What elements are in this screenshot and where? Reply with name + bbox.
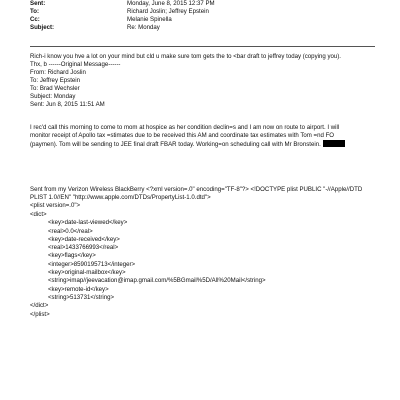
header-sent-row [30,0,390,8]
header-label: Subject: [30,24,55,31]
intro-block [30,53,375,109]
email-header [30,0,390,32]
intro-line: To: Brad Wechsler [30,85,80,92]
header-value: Monday, June 8, 2015 12:37 PM [127,0,215,7]
message-line-last [30,140,380,149]
header-label: To: [30,8,40,15]
plist-line: <key>remote-id</key> [48,285,109,293]
intro-line: Subject: Monday [30,93,76,100]
header-value: Re: Monday [127,24,160,31]
plist-block [30,211,385,319]
redaction-box [323,140,345,147]
message-line: I rec'd call this morning to come to mom at hospice as her condition declin=s and I am now on route to airport. I will [30,124,340,131]
plist-line: <dict> [30,211,47,218]
plist-line: <string>513731</string> [48,293,115,301]
intro-line: To: Jeffrey Epstein [30,77,81,84]
message-line: monitor receipt of Apollo tax =stimates due to be received this AM and coordinate tax estimates with Tom =nd FO [30,132,335,139]
plist-line: <key>date-received</key> [48,235,120,243]
message-paragraph [30,124,380,149]
plist-line: <key>original-mailbox</key> [48,269,126,277]
plist-line: <integer>8590195713</integer> [48,260,136,268]
plist-line: <string>imap//jeevacation@imap.gmail.com/%5BGmail%5D/All%20Mail</string> [48,277,266,285]
intro-line: Thx, b ------Original Message------ [30,61,121,68]
header-subject-row [30,24,390,32]
header-divider [30,46,375,47]
plist-line: <key>date-last-viewed</key> [48,219,128,227]
intro-line: From: Richard Joslin [30,69,86,76]
header-value: Richard Joslin; Jeffrey Epstein [127,8,209,15]
header-label: Sent: [30,0,46,7]
header-to-row [30,8,390,16]
plist-line: </plist> [30,310,50,318]
signature-line: <plist version=.0"> [30,202,81,209]
intro-line: Rich-i know you hve a lot on your mind but cld u make sure tom gets the to <bar draft to jeffrey today (copying you). [30,53,341,60]
signature-line: PLIST 1.0//EN" "http://www.apple.com/DTDs/PropertyList-1.0.dtd"> [30,194,211,201]
plist-line: <real>1433766993</real> [48,244,119,252]
header-label: Cc: [30,16,40,23]
header-cc-row [30,16,390,24]
signature-block [30,186,375,210]
intro-line: Sent: Jun 8, 2015 11:51 AM [30,101,105,108]
message-line: (paymen). Tom will be sending to JEE final draft FBAR today. Working=on scheduling call with Mr Bronstein. [30,141,321,148]
plist-line: </dict> [30,302,49,310]
header-value: Melanie Spinella [127,16,172,23]
plist-line: <key>flags</key> [48,252,96,260]
plist-line: <real>0.0</real> [48,227,93,235]
signature-line: Sent from my Verizon Wireless BlackBerry <?xml version=.0" encoding="TF-8"?> <!DOCTYPE plist PUBLIC "-//Apple//DTD [30,186,363,193]
